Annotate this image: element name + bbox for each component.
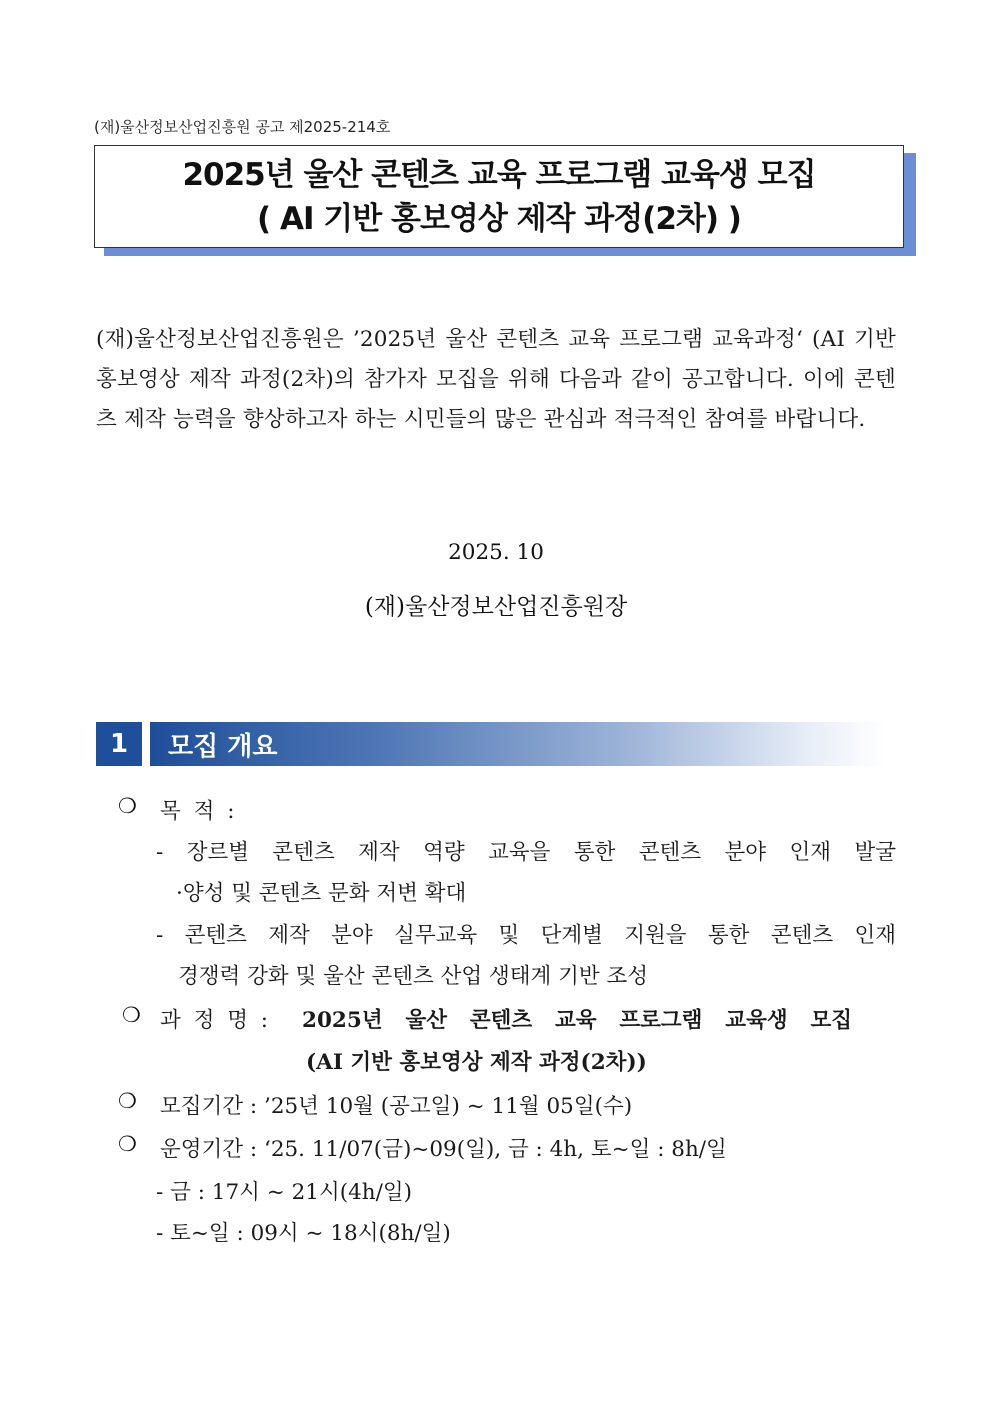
section-title-text: 모집 개요 [168, 731, 278, 762]
course-label: 과 정 명 : [160, 1008, 269, 1033]
section-title [150, 722, 885, 766]
purpose-item-1: - 장르별 콘텐츠 제작 역량 교육을 통한 콘텐츠 분야 인재 발굴 [156, 840, 896, 865]
issuing-organization: (재)울산정보산업진흥원장 [364, 594, 628, 620]
title-line-2: ( AI 기반 홍보영상 제작 과정(2차) ) [257, 200, 741, 237]
title-box [94, 145, 904, 248]
notice-number: (재)울산정보산업진흥원 공고 제2025-214호 [94, 118, 391, 136]
purpose-label: 목 적 : [160, 799, 235, 824]
purpose-item-2-cont: 경쟁력 강화 및 울산 콘텐츠 산업 생태계 기반 조성 [178, 964, 649, 989]
title-line-1: 2025년 울산 콘텐츠 교육 프로그램 교육생 모집 [182, 156, 816, 193]
announcement-date: 2025. 10 [448, 540, 544, 565]
purpose-item-2: - 콘텐츠 제작 분야 실무교육 및 단계별 지원을 통한 콘텐츠 인재 [156, 923, 896, 948]
operation-period: 운영기간 : ‘25. 11/07(금)~09(일), 금 : 4h, 토~일 : 8h/일 [160, 1137, 727, 1162]
bullet-circle-icon: ❍ [118, 794, 137, 818]
bullet-circle-icon: ❍ [118, 1132, 137, 1156]
operation-weekend: - 토~일 : 09시 ~ 18시(8h/일) [156, 1221, 451, 1246]
operation-friday: - 금 : 17시 ~ 21시(4h/일) [156, 1180, 413, 1205]
bullet-circle-icon: ❍ [122, 1003, 141, 1027]
course-name-line-1: 2025년 울산 콘텐츠 교육 프로그램 교육생 모집 [302, 1008, 852, 1033]
intro-paragraph: (재)울산정보산업진흥원은 ’2025년 울산 콘텐츠 교육 프로그램 교육과정‘ (AI 기반 홍보영상 제작 과정(2차)의 참가자 모집을 위해 다음과 같이 공고합니다. 이에 콘텐츠 제작 능력을 향상하고자 하는 시민들의 많은 관심과 적극적인 참여를 바랍니다. [96, 327, 896, 432]
course-name-line-2: (AI 기반 홍보영상 제작 과정(2차)) [306, 1050, 647, 1075]
section-number: 1 [96, 722, 142, 766]
purpose-item-1-cont: ·양성 및 콘텐츠 문화 저변 확대 [176, 881, 467, 906]
recruit-period: 모집기간 : ’25년 10월 (공고일) ~ 11월 05일(수) [160, 1094, 633, 1119]
bullet-circle-icon: ❍ [118, 1089, 137, 1113]
